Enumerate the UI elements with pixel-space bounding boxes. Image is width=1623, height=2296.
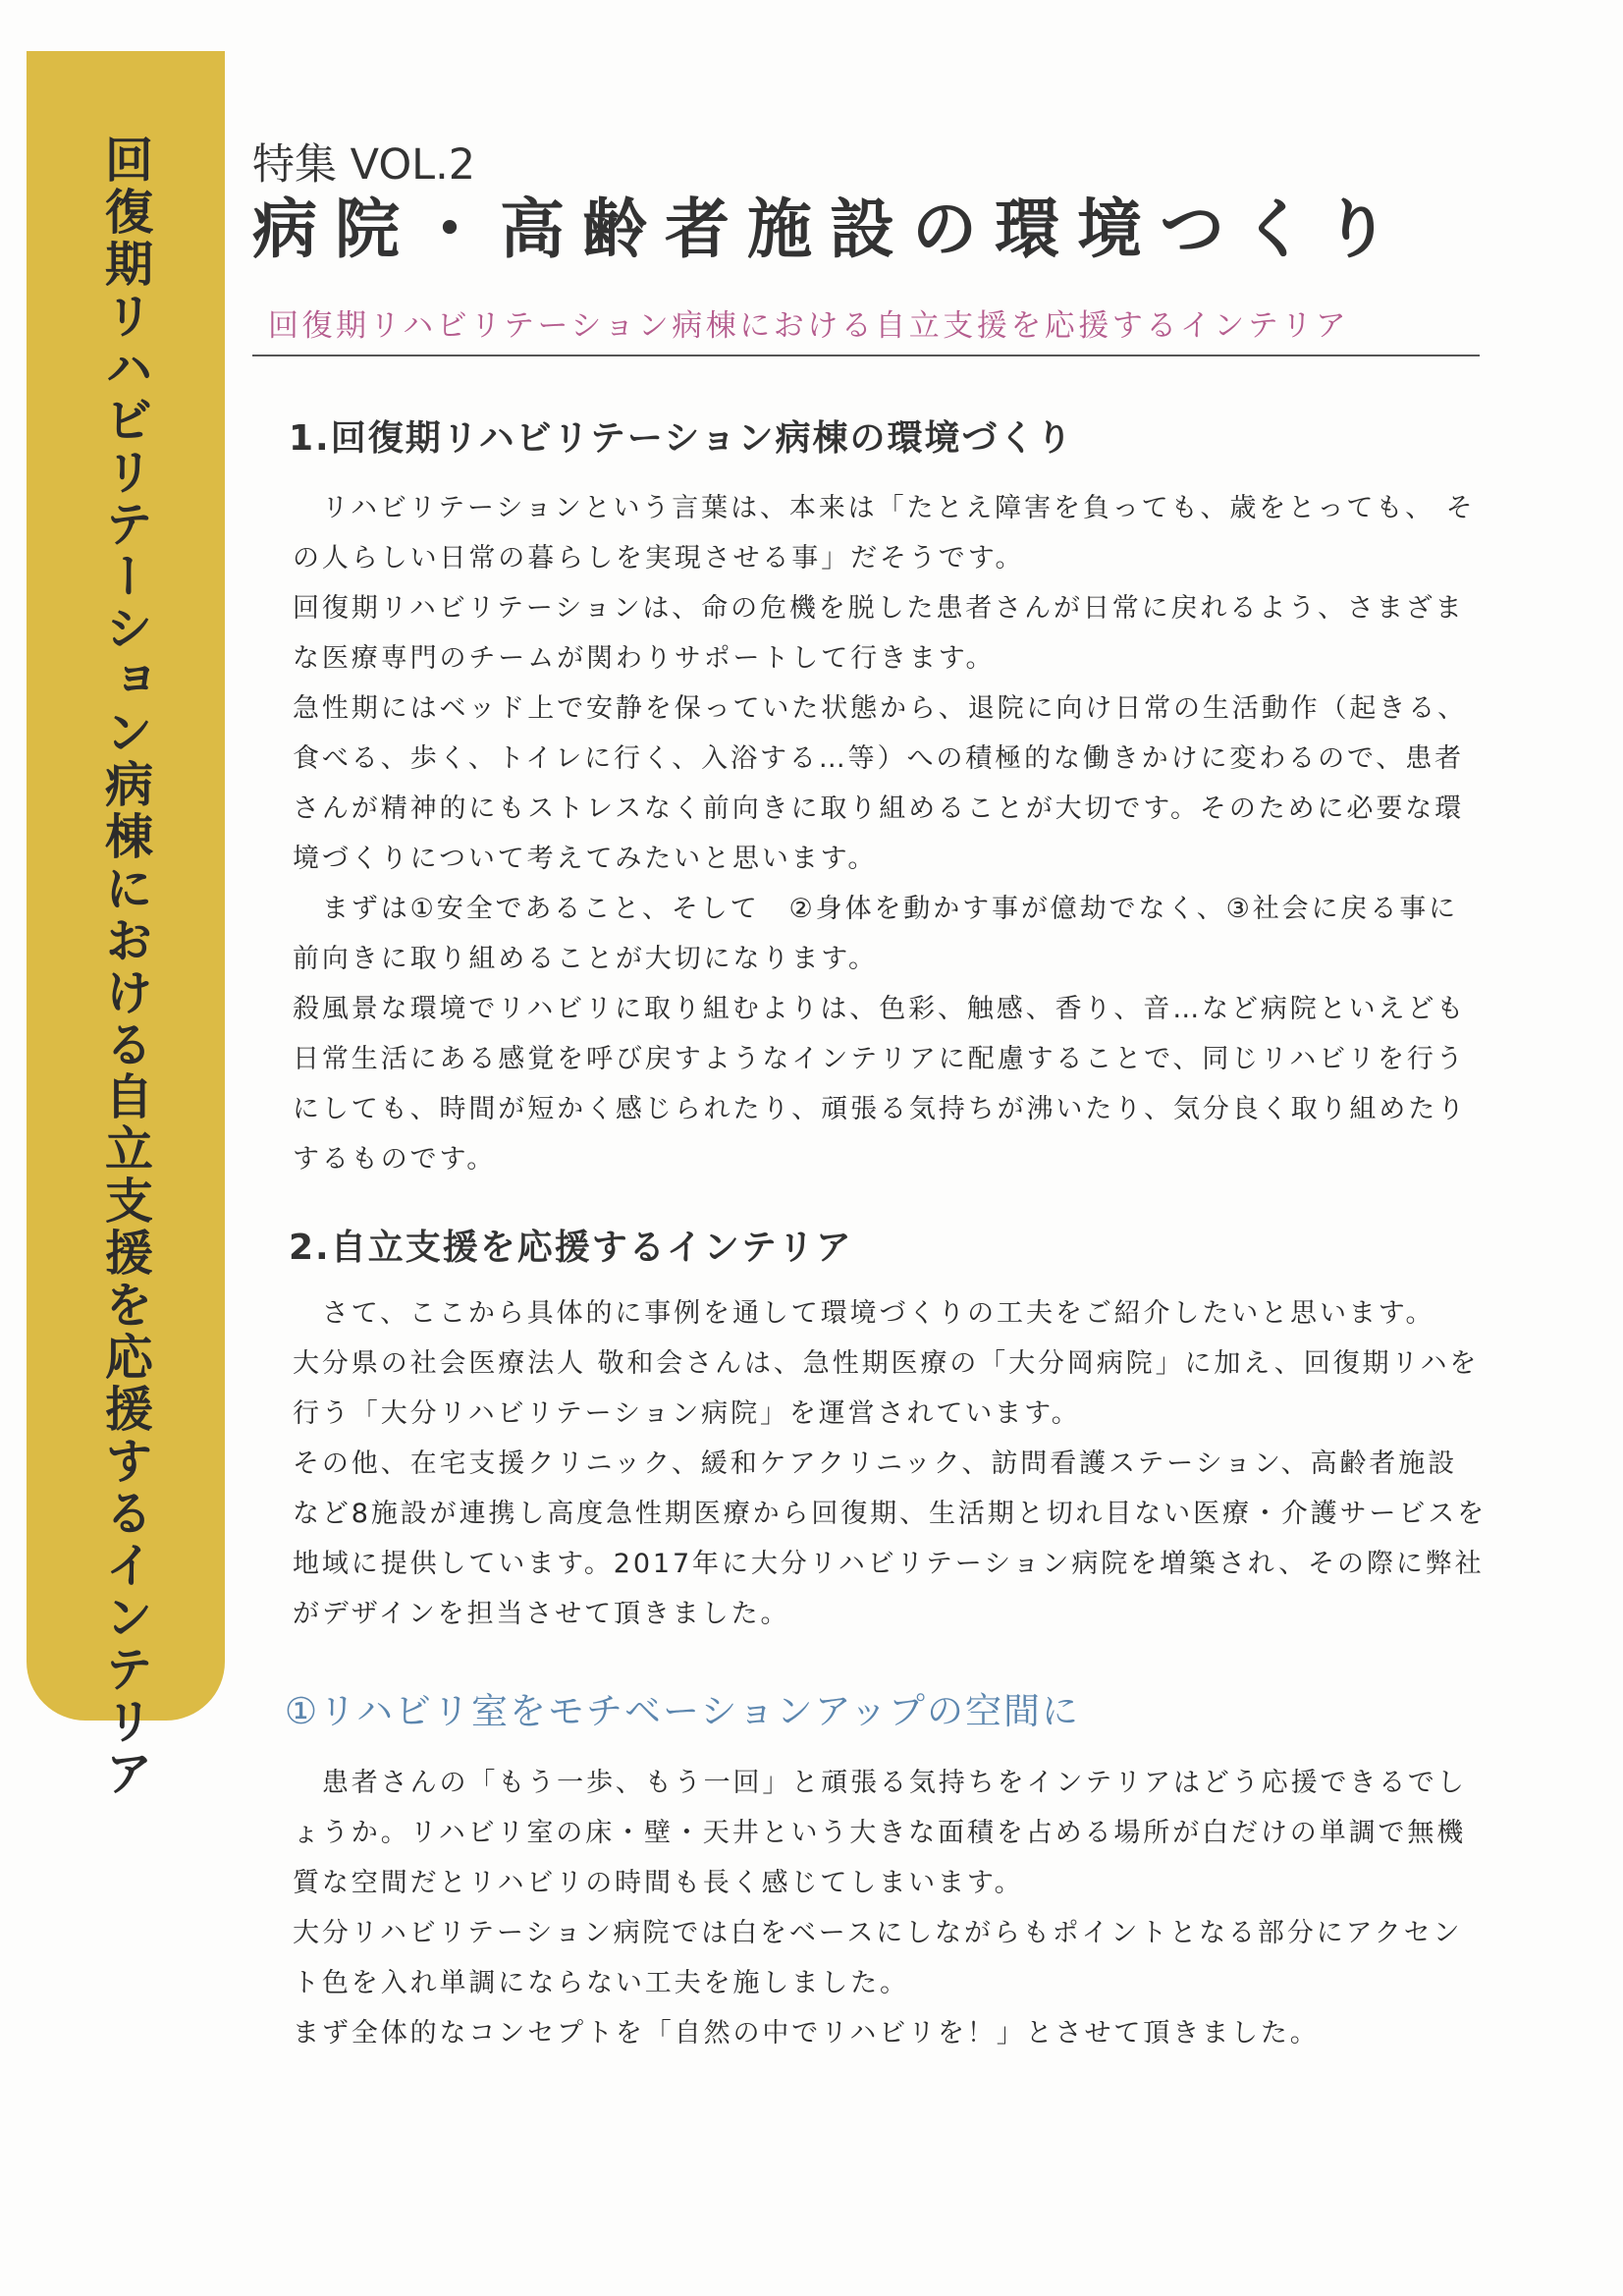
section-1-line: 回復期リハビリテーションは、命の危機を脱した患者さんが日常に戻れるよう、さまざま: [293, 593, 1465, 624]
subsection-1-heading: ①リハビリ室をモチベーションアップの空間に: [285, 1690, 1080, 1732]
section-2-heading: 2.自立支援を応援するインテリア: [289, 1228, 853, 1268]
section-1-line: 境づくりについて考えてみたいと思います。: [293, 844, 878, 874]
section-2-line: さて、ここから具体的に事例を通して環境づくりの工夫をご紹介したいと思います。: [293, 1298, 1435, 1329]
sidebar-vertical-title: 回復期リハビリテーション病棟における自立支援を応援するインテリア: [97, 135, 154, 1800]
series-label: 特集 VOL.2: [252, 140, 476, 190]
section-2-line: その他、在宅支援クリニック、緩和ケアクリニック、訪問看護ステーション、高齢者施設: [293, 1449, 1458, 1479]
page-title: 病院・高齢者施設の環境つくり: [252, 191, 1407, 267]
section-2-line: など8施設が連携し高度急性期医療から回復期、生活期と切れ目ない医療・介護サービスを: [293, 1499, 1488, 1529]
sidebar-tab: [27, 51, 225, 1800]
section-1-line: 日常生活にある感覚を呼び戻すようなインテリアに配慮することで、同じリハビリを行う: [293, 1044, 1466, 1074]
section-1-line: な医療専門のチームが関わりサポートして行きます。: [293, 643, 996, 674]
section-1-line: 前向きに取り組めることが大切になります。: [293, 944, 878, 974]
section-1-line: さんが精神的にもストレスなく前向きに取り組めることが大切です。そのために必要な環: [293, 793, 1465, 824]
section-1-line: まずは①安全であること、そして ②身体を動かす事が億劫でなく、③社会に戻る事に: [293, 894, 1459, 924]
section-1-heading: 1.回復期リハビリテーション病棟の環境づくり: [289, 418, 1074, 459]
page-subtitle: 回復期リハビリテーション病棟における自立支援を応援するインテリア: [268, 308, 1350, 344]
section-1-line: 急性期にはベッド上で安静を保っていた状態から、退院に向け日常の生活動作（起きる、: [293, 693, 1467, 724]
section-2-line: 地域に提供しています。2017年に大分リハビリテーション病院を増築され、その際に弊社: [293, 1549, 1485, 1579]
subsection-1-line: 大分リハビリテーション病院では白をベースにしながらもポイントとなる部分にアクセン: [293, 1918, 1463, 1948]
subsection-1-line: まず全体的なコンセプトを「自然の中でリハビリを！」とさせて頂きました。: [293, 2018, 1320, 2049]
section-2-line: 大分県の社会医療法人 敬和会さんは、急性期医療の「大分岡病院」に加え、回復期リハを: [293, 1348, 1480, 1379]
section-1-line: にしても、時間が短かく感じられたり、頑張る気持ちが沸いたり、気分良く取り組めたり: [293, 1094, 1467, 1124]
section-1-line: 食べる、歩く、トイレに行く、入浴する…等）への積極的な働きかけに変わるので、患者: [293, 743, 1465, 774]
section-1-line: 殺風景な環境でリハビリに取り組むよりは、色彩、触感、香り、音…など病院といえども: [293, 994, 1467, 1024]
subsection-1-line: ょうか。リハビリ室の床・壁・天井という大きな面積を占める場所が白だけの単調で無機: [293, 1818, 1467, 1848]
subsection-1-line: ト色を入れ単調にならない工夫を施しました。: [293, 1968, 909, 1998]
subsection-1-line: 質な空間だとリハビリの時間も長く感じてしまいます。: [293, 1868, 1024, 1898]
title-divider: [252, 355, 1480, 356]
section-1-line: するものです。: [293, 1144, 497, 1175]
section-2-line: 行う「大分リハビリテーション病院」を運営されています。: [293, 1398, 1081, 1429]
section-1-line: リハビリテーションという言葉は、本来は「たとえ障害を負っても、歳をとっても、 そ: [293, 493, 1476, 523]
section-2-line: がデザインを担当させて頂きました。: [293, 1599, 790, 1629]
subsection-1-line: 患者さんの「もう一歩、もう一回」と頑張る気持ちをインテリアはどう応援できるでし: [293, 1768, 1467, 1798]
section-1-line: の人らしい日常の暮らしを実現させる事」だそうです。: [293, 543, 1025, 574]
